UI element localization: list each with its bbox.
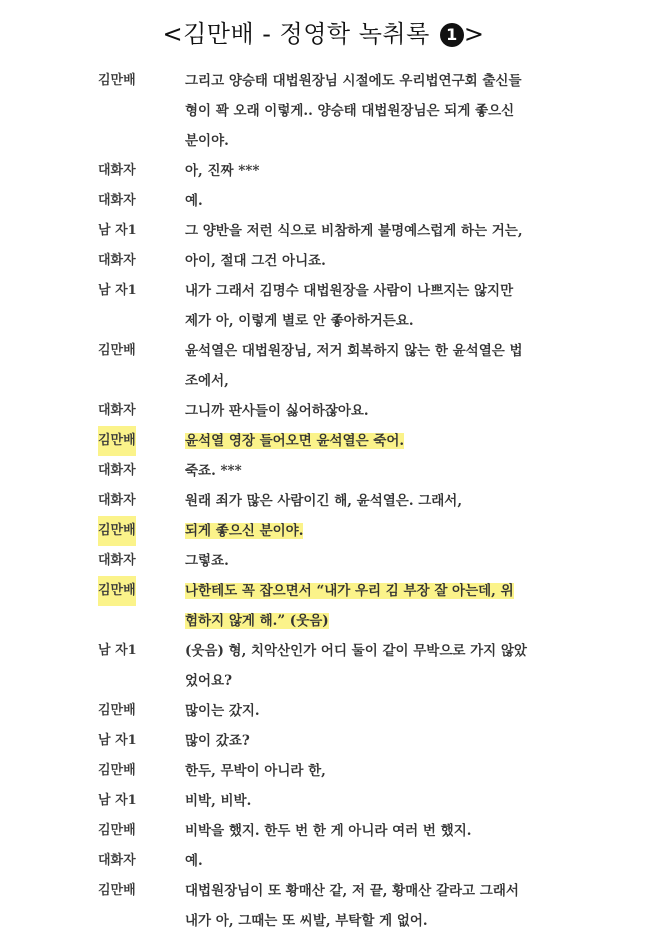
utterance-line: 원래 죄가 많은 사람이긴 해, 윤석열은. 그래서,	[185, 493, 463, 509]
transcript-entry	[0, 456, 647, 486]
speaker-label: 남 자1	[98, 283, 137, 298]
speaker-label: 남 자1	[98, 223, 137, 238]
transcript-entry	[0, 486, 647, 516]
speaker-label: 대화자	[98, 553, 136, 568]
utterance-line: 비박을 했지. 한두 번 한 게 아니라 여러 번 했지.	[185, 823, 472, 839]
transcript-entry	[0, 66, 647, 156]
utterance-line: 내가 아, 그때는 또 씨발, 부탁할 게 없어.	[185, 913, 428, 929]
utterance-line: 많이 갔죠?	[185, 733, 250, 749]
speaker-label: 대화자	[98, 253, 136, 268]
utterance-line: 분이야.	[185, 133, 229, 149]
transcript-entry	[0, 786, 647, 816]
speaker-label: 김만배	[98, 703, 136, 718]
utterance-text	[185, 276, 590, 336]
speaker-label: 남 자1	[98, 793, 137, 808]
utterance-text	[185, 546, 590, 576]
utterance-line: 많이는 갔지.	[185, 703, 260, 719]
transcript-entry	[0, 186, 647, 216]
utterance-text	[185, 576, 590, 636]
transcript	[0, 66, 647, 936]
utterance-text	[185, 636, 590, 696]
transcript-entry	[0, 696, 647, 726]
utterance-text	[185, 786, 590, 816]
speaker-label: 김만배	[98, 73, 136, 88]
utterance-line: 윤석열은 대법원장님, 저거 회복하지 않는 한 윤석열은 법	[185, 343, 523, 359]
transcript-entry	[0, 276, 647, 336]
utterance-text	[185, 456, 590, 486]
speaker-label: 김만배	[98, 823, 136, 838]
utterance-line: 나한테도 꼭 잡으면서 “내가 우리 김 부장 잘 아는데, 위	[185, 583, 514, 599]
transcript-entry	[0, 396, 647, 426]
utterance-line: 윤석열 영장 들어오면 윤석열은 죽어.	[185, 433, 405, 449]
speaker-label: 김만배	[98, 763, 136, 778]
speaker-label: 대화자	[98, 493, 136, 508]
utterance-line: 조에서,	[185, 373, 229, 389]
speaker-label: 대화자	[98, 163, 136, 178]
speaker-label: 대화자	[98, 853, 136, 868]
page-title	[0, 14, 647, 49]
utterance-text	[185, 336, 590, 396]
utterance-line: 비박, 비박.	[185, 793, 252, 809]
transcript-entry	[0, 816, 647, 846]
utterance-line: 되게 좋으신 분이야.	[185, 523, 304, 539]
utterance-text	[185, 66, 590, 156]
utterance-line: 그니까 판사들이 싫어하잖아요.	[185, 403, 369, 419]
number-badge-icon: 1	[440, 23, 464, 47]
transcript-entry	[0, 216, 647, 246]
title-text: <김만배 - 정영학 녹취록	[162, 20, 438, 48]
speaker-label: 김만배	[98, 426, 136, 456]
utterance-text	[185, 846, 590, 876]
utterance-line: 험하지 않게 해.” (웃음)	[185, 613, 329, 629]
utterance-line: (웃음) 형, 치악산인가 어디 둘이 같이 무박으로 가지 않았	[185, 643, 527, 659]
utterance-line: 한두, 무박이 아니라 한,	[185, 763, 326, 779]
transcript-entry	[0, 876, 647, 936]
transcript-entry	[0, 846, 647, 876]
transcript-entry	[0, 156, 647, 186]
speaker-label: 김만배	[98, 883, 136, 898]
utterance-text	[185, 156, 590, 186]
utterance-line: 제가 아, 이렇게 별로 안 좋아하거든요.	[185, 313, 414, 329]
utterance-line: 예.	[185, 853, 203, 869]
speaker-label: 김만배	[98, 516, 136, 546]
utterance-line: 죽죠. ***	[185, 463, 242, 479]
utterance-line: 그 양반을 저런 식으로 비참하게 불명예스럽게 하는 거는,	[185, 223, 523, 239]
utterance-line: 었어요?	[185, 673, 233, 689]
utterance-text	[185, 216, 590, 246]
transcript-entry	[0, 636, 647, 696]
utterance-text	[185, 426, 590, 456]
utterance-line: 아, 진짜 ***	[185, 163, 260, 179]
utterance-line: 그리고 양승태 대법원장님 시절에도 우리법연구회 출신들	[185, 73, 522, 89]
speaker-label: 김만배	[98, 343, 136, 358]
utterance-text	[185, 246, 590, 276]
transcript-entry	[0, 336, 647, 396]
utterance-line: 형이 꽉 오래 이렇게.. 양승태 대법원장님은 되게 좋으신	[185, 103, 515, 119]
speaker-label: 대화자	[98, 193, 136, 208]
highlighted-transcript-entry	[0, 426, 647, 456]
utterance-text	[185, 726, 590, 756]
utterance-line: 내가 그래서 김명수 대법원장을 사람이 나쁘지는 않지만	[185, 283, 514, 299]
utterance-text	[185, 186, 590, 216]
utterance-text	[185, 816, 590, 846]
utterance-line: 그렇죠.	[185, 553, 229, 569]
utterance-line: 예.	[185, 193, 203, 209]
utterance-line: 대법원장님이 또 황매산 같, 저 끝, 황매산 갈라고 그래서	[185, 883, 519, 899]
highlighted-transcript-entry	[0, 576, 647, 636]
utterance-text	[185, 516, 590, 546]
utterance-text	[185, 486, 590, 516]
utterance-text	[185, 876, 590, 936]
utterance-text	[185, 396, 590, 426]
transcript-entry	[0, 756, 647, 786]
title-close: >	[463, 20, 485, 48]
utterance-text	[185, 756, 590, 786]
speaker-label: 남 자1	[98, 733, 137, 748]
transcript-entry	[0, 726, 647, 756]
speaker-label: 김만배	[98, 576, 136, 606]
speaker-label: 대화자	[98, 463, 136, 478]
utterance-text	[185, 696, 590, 726]
speaker-label: 남 자1	[98, 643, 137, 658]
speaker-label: 대화자	[98, 403, 136, 418]
highlighted-transcript-entry	[0, 516, 647, 546]
transcript-entry	[0, 546, 647, 576]
utterance-line: 아이, 절대 그건 아니죠.	[185, 253, 326, 269]
transcript-entry	[0, 246, 647, 276]
